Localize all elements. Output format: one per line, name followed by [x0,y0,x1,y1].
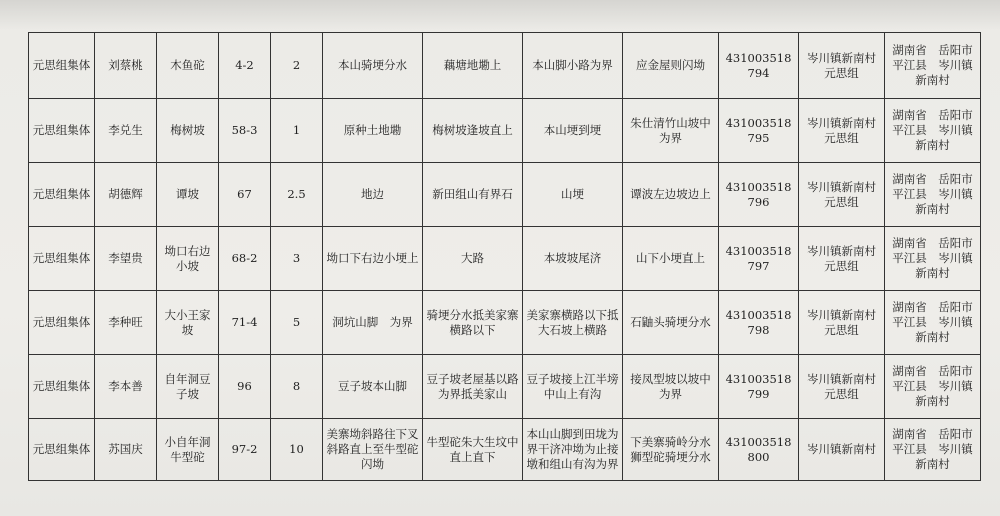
area-cell: 2 [271,33,323,99]
north-boundary-cell: 石鼬头骑埂分水 [623,291,719,355]
table-row [29,419,981,481]
area-cell: 3 [271,227,323,291]
south-boundary-cell: 大路 [423,227,523,291]
code-cell: 431003518794 [719,33,799,99]
parcel-no-cell: 58-3 [219,99,271,163]
west-boundary-cell: 本坡坡尾济 [523,227,623,291]
contractor-cell: 胡德辉 [95,163,157,227]
region-cell: 湖南省 岳阳市平江县 岑川镇新南村 [885,355,981,419]
parcel-no-cell: 67 [219,163,271,227]
area-cell: 1 [271,99,323,163]
code-cell: 431003518798 [719,291,799,355]
parcel-no-cell: 68-2 [219,227,271,291]
group-cell: 岑川镇新南村元思组 [799,99,885,163]
west-boundary-cell: 美家寨横路以下抵大石坡上横路 [523,291,623,355]
group-cell: 岑川镇新南村元思组 [799,227,885,291]
north-boundary-cell: 山下小埂直上 [623,227,719,291]
code-cell: 431003518796 [719,163,799,227]
east-boundary-cell: 洞坑山脚 为界 [323,291,423,355]
code-cell: 431003518795 [719,99,799,163]
south-boundary-cell: 豆子坡老屋基以路为界抵美家山 [423,355,523,419]
group-cell: 岑川镇新南村元思组 [799,355,885,419]
code-cell: 431003518800 [719,419,799,481]
table-row [29,163,981,227]
contractor-cell: 李本善 [95,355,157,419]
north-boundary-cell: 应金屋则闪坳 [623,33,719,99]
parcel-no-cell: 96 [219,355,271,419]
south-boundary-cell: 骑埂分水抵美家寨横路以下 [423,291,523,355]
east-boundary-cell: 豆子坡本山脚 [323,355,423,419]
north-boundary-cell: 朱仕清竹山坡中为界 [623,99,719,163]
plot-name-cell: 小自年洞牛型砣 [157,419,219,481]
code-cell: 431003518799 [719,355,799,419]
contractor-cell: 李种旺 [95,291,157,355]
region-cell: 湖南省 岳阳市平江县 岑川镇新南村 [885,419,981,481]
west-boundary-cell: 本山埂到埂 [523,99,623,163]
plot-name-cell: 自年洞豆子坡 [157,355,219,419]
owner-cell: 元思组集体 [29,227,95,291]
east-boundary-cell: 美寨坳斜路往下叉斜路直上至牛型砣闪坳 [323,419,423,481]
east-boundary-cell: 坳口下右边小埂上 [323,227,423,291]
plot-name-cell: 木鱼砣 [157,33,219,99]
west-boundary-cell: 山埂 [523,163,623,227]
contractor-cell: 李望贵 [95,227,157,291]
contractor-cell: 苏国庆 [95,419,157,481]
contractor-cell: 刘蔡桃 [95,33,157,99]
east-boundary-cell: 地边 [323,163,423,227]
table-row [29,33,981,99]
contractor-cell: 李兑生 [95,99,157,163]
table-row [29,227,981,291]
east-boundary-cell: 本山骑埂分水 [323,33,423,99]
region-cell: 湖南省 岳阳市平江县 岑川镇新南村 [885,291,981,355]
group-cell: 岑川镇新南村元思组 [799,291,885,355]
owner-cell: 元思组集体 [29,33,95,99]
west-boundary-cell: 本山山脚到田垅为界干济冲坳为止接墩和组山有沟为界 [523,419,623,481]
east-boundary-cell: 原种土地墈 [323,99,423,163]
parcel-no-cell: 97-2 [219,419,271,481]
code-cell: 431003518797 [719,227,799,291]
table-row [29,355,981,419]
region-cell: 湖南省 岳阳市平江县 岑川镇新南村 [885,163,981,227]
area-cell: 10 [271,419,323,481]
north-boundary-cell: 下美寨骑岭分水狮型砣骑埂分水 [623,419,719,481]
table-row [29,291,981,355]
owner-cell: 元思组集体 [29,163,95,227]
group-cell: 岑川镇新南村元思组 [799,163,885,227]
area-cell: 2.5 [271,163,323,227]
group-cell: 岑川镇新南村元思组 [799,33,885,99]
north-boundary-cell: 谭波左边坡边上 [623,163,719,227]
region-cell: 湖南省 岳阳市平江县 岑川镇新南村 [885,227,981,291]
area-cell: 8 [271,355,323,419]
owner-cell: 元思组集体 [29,355,95,419]
west-boundary-cell: 豆子坡接上江半塝中山上有沟 [523,355,623,419]
plot-name-cell: 坳口右边小坡 [157,227,219,291]
land-contract-table [28,32,981,481]
owner-cell: 元思组集体 [29,291,95,355]
south-boundary-cell: 藕塘地墈上 [423,33,523,99]
north-boundary-cell: 接凤型坡以坡中为界 [623,355,719,419]
region-cell: 湖南省 岳阳市平江县 岑川镇新南村 [885,99,981,163]
table-body [29,33,981,481]
west-boundary-cell: 本山脚小路为界 [523,33,623,99]
table-row [29,99,981,163]
south-boundary-cell: 新田组山有界石 [423,163,523,227]
region-cell: 湖南省 岳阳市平江县 岑川镇新南村 [885,33,981,99]
owner-cell: 元思组集体 [29,419,95,481]
plot-name-cell: 谭坡 [157,163,219,227]
area-cell: 5 [271,291,323,355]
south-boundary-cell: 梅树坡逢坡直上 [423,99,523,163]
parcel-no-cell: 71-4 [219,291,271,355]
parcel-no-cell: 4-2 [219,33,271,99]
plot-name-cell: 梅树坡 [157,99,219,163]
owner-cell: 元思组集体 [29,99,95,163]
plot-name-cell: 大小王家坡 [157,291,219,355]
scan-edge-shadow [0,0,1000,30]
group-cell: 岑川镇新南村 [799,419,885,481]
south-boundary-cell: 牛型砣朱大生坟中直上直下 [423,419,523,481]
